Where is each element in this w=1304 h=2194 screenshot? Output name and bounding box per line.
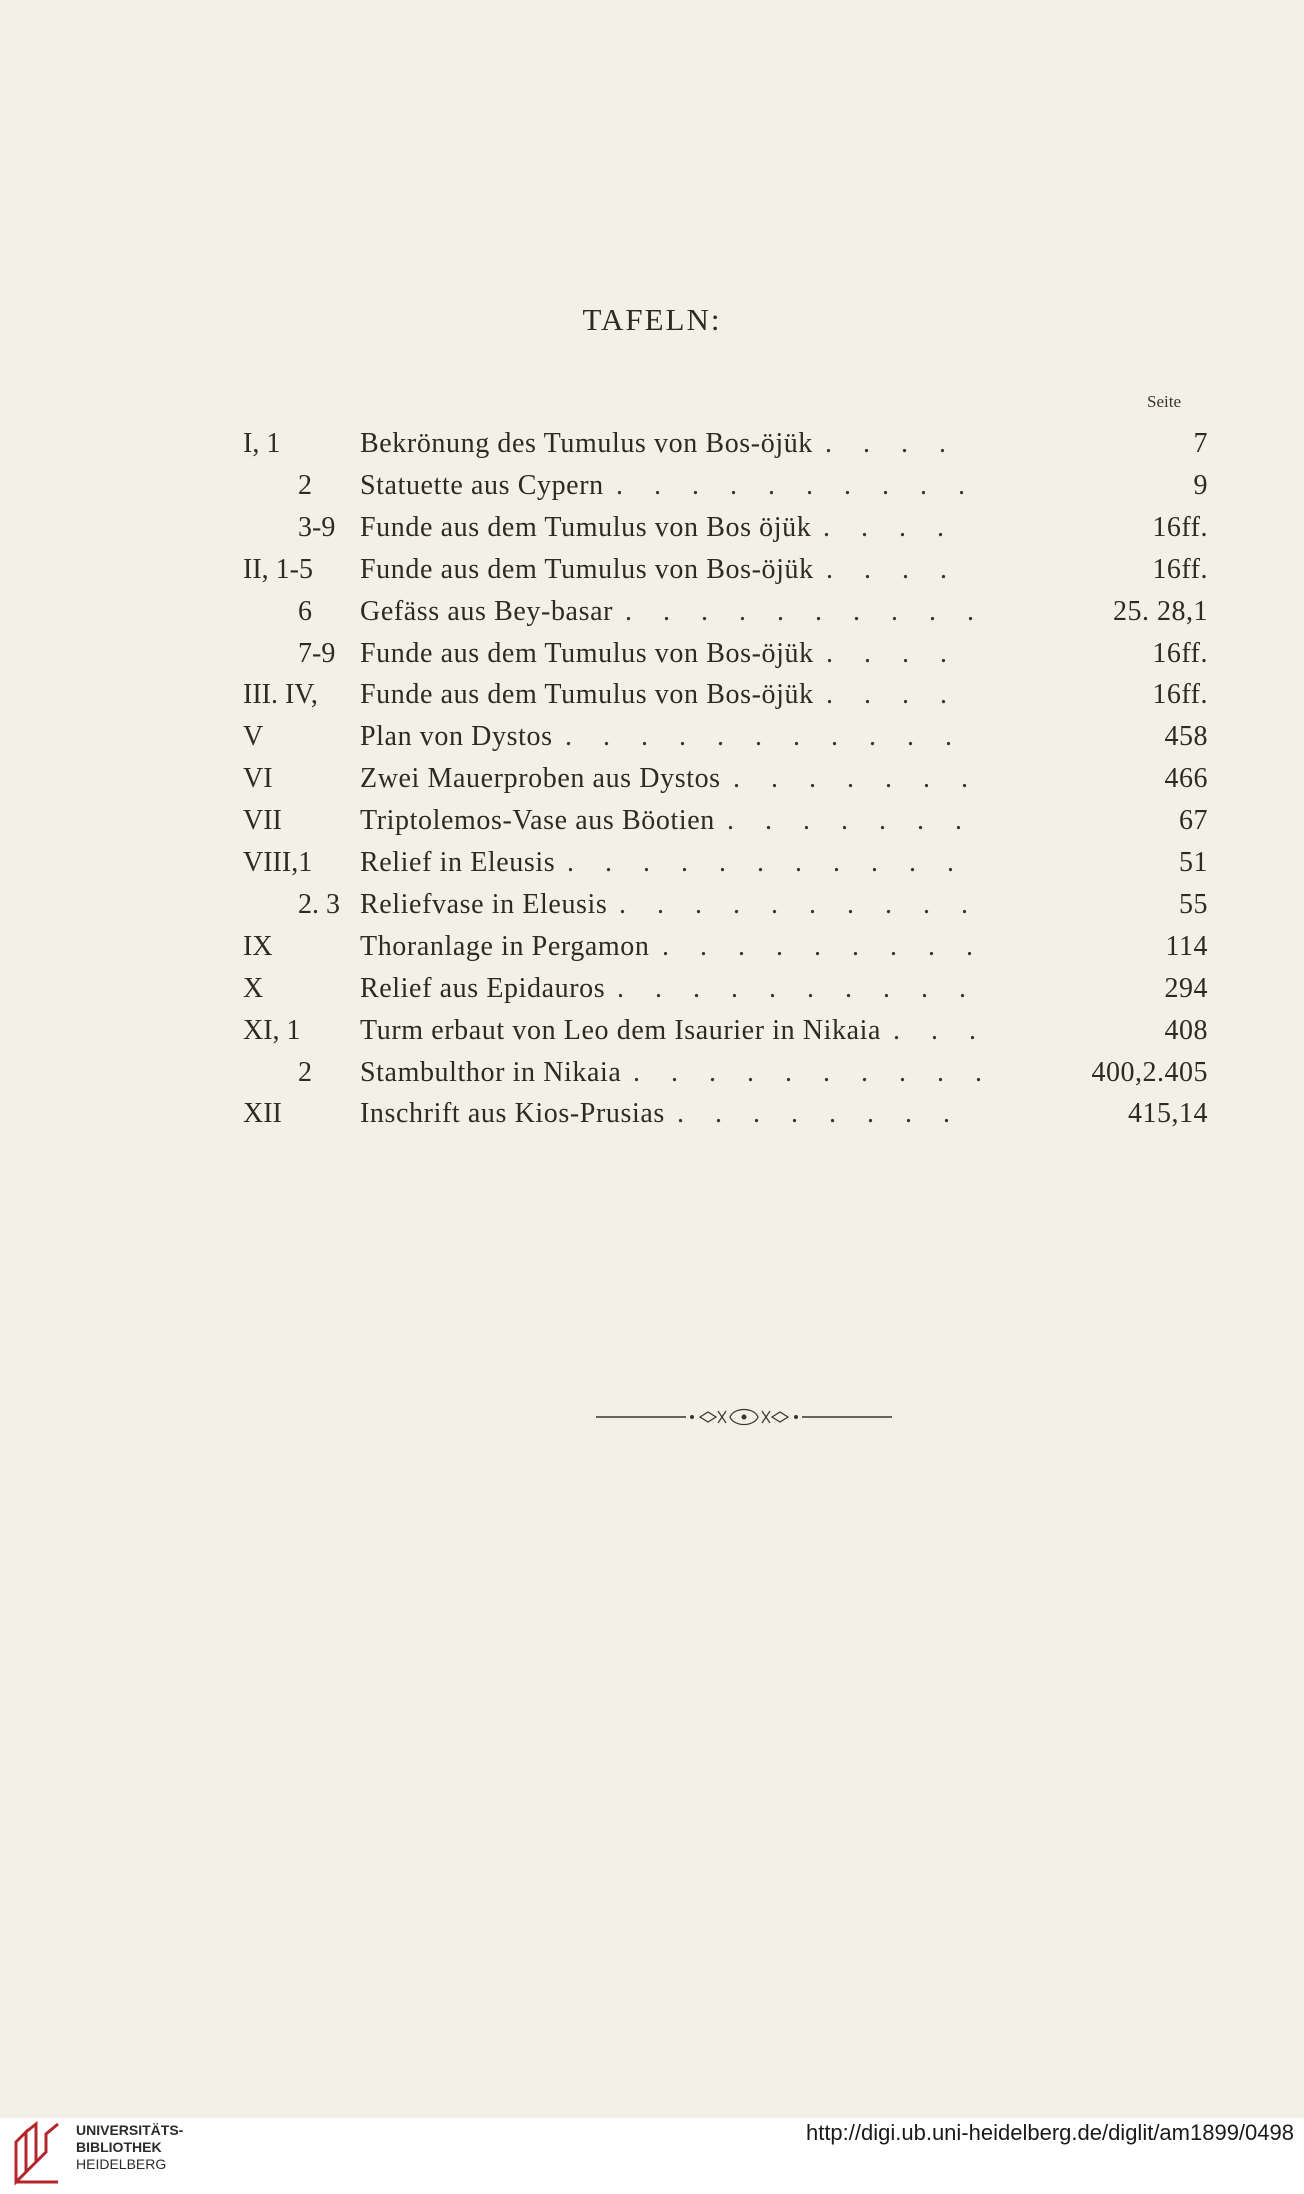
page-reference: 415,14 [1128, 1098, 1208, 1130]
ornament-divider-icon [596, 1405, 892, 1429]
leader-dots: . . . . [826, 553, 959, 585]
page-reference: 16ff. [1152, 637, 1208, 669]
page-reference: 114 [1165, 930, 1208, 962]
toc-row [0, 1098, 1304, 1139]
toc-row [0, 1015, 1304, 1056]
page-reference: 67 [1179, 805, 1208, 837]
plate-title: Relief in Eleusis [360, 847, 556, 878]
plate-number: X [243, 972, 264, 1004]
plate-title: Triptolemos-Vase aus Böotien [360, 805, 715, 837]
plate-number: 6 [298, 595, 312, 627]
page-reference: 9 [1193, 469, 1208, 501]
leader-dots: . . . . [823, 511, 956, 543]
page-reference: 16ff. [1152, 511, 1208, 543]
leader-dots: . . . . . . . . . . [625, 595, 986, 627]
digitization-footer [0, 2118, 1304, 2194]
plate-number: 2 [298, 469, 312, 501]
plate-title: Bekrönung des Tumulus von Bos-öjük [360, 428, 813, 459]
page-reference: 458 [1164, 721, 1208, 753]
toc-row [0, 470, 1304, 511]
plate-number: V [243, 721, 264, 753]
toc-row [0, 428, 1304, 469]
toc-row [0, 805, 1304, 846]
plate-title: Thoranlage in Pergamon [360, 930, 650, 962]
leader-dots: . . . . . . . [733, 763, 980, 795]
toc-row [0, 721, 1304, 762]
plate-number: 2 [298, 1056, 312, 1088]
leader-dots: . . . . . . . . . . . [565, 721, 964, 753]
library-name-line2: BIBLIOTHEK [76, 2139, 162, 2155]
page-reference: 466 [1164, 763, 1208, 795]
plate-number: VIII,1 [243, 847, 313, 878]
leader-dots: . . . . . . . . . . [617, 972, 978, 1004]
plate-title: Relief aus Epidauros [360, 972, 606, 1004]
toc-row [0, 679, 1304, 720]
leader-dots: . . . . . . . . . . [616, 469, 977, 501]
plate-title: Reliefvase in Eleusis [360, 888, 608, 920]
toc-row [0, 889, 1304, 930]
plate-number: 3-9 [298, 511, 336, 543]
toc-row [0, 596, 1304, 637]
toc-row [0, 554, 1304, 595]
leader-dots: . . . . [826, 679, 959, 711]
plate-number: IX [243, 930, 273, 962]
toc-row [0, 973, 1304, 1014]
plate-number: XII [243, 1098, 282, 1130]
plate-number: VII [243, 805, 282, 837]
page-reference: 7 [1193, 428, 1208, 459]
plate-number: 2. 3 [298, 888, 340, 920]
ub-heidelberg-logo-icon [12, 2120, 64, 2186]
plate-number: II, 1-5 [243, 553, 313, 585]
toc-row [0, 931, 1304, 972]
plate-title: Gefäss aus Bey-basar [360, 595, 614, 627]
page-reference: 16ff. [1152, 679, 1208, 711]
plate-number: XI, 1 [243, 1014, 301, 1046]
plate-title: Inschrift aus Kios-Prusias [360, 1098, 665, 1130]
plate-title: Funde aus dem Tumulus von Bos öjük [360, 511, 812, 543]
plate-title: Funde aus dem Tumulus von Bos-öjük [360, 679, 814, 711]
page-reference: 25. 28,1 [1113, 595, 1208, 627]
page-reference: 400,2.405 [1091, 1056, 1208, 1088]
plate-title: Zwei Mauerproben aus Dystos [360, 763, 721, 795]
page-column-header: Seite [1147, 392, 1181, 411]
plate-number: I, 1 [243, 428, 281, 459]
leader-dots: . . . . . . . . [677, 1098, 962, 1130]
leader-dots: . . . . . . . . . [662, 930, 985, 962]
toc-row [0, 1057, 1304, 1098]
toc-row [0, 847, 1304, 888]
toc-row [0, 512, 1304, 553]
page-reference: 408 [1164, 1014, 1208, 1046]
page-title: TAFELN: [582, 302, 722, 337]
plate-number: VI [243, 763, 273, 795]
toc-row [0, 638, 1304, 679]
plate-title: Funde aus dem Tumulus von Bos-öjük [360, 637, 814, 669]
library-name-line3: HEIDELBERG [76, 2156, 167, 2172]
library-name-line1: UNIVERSITÄTS- [76, 2122, 184, 2138]
plate-number: 7-9 [298, 637, 336, 669]
page-reference: 294 [1164, 972, 1208, 1004]
toc-row [0, 763, 1304, 804]
leader-dots: . . . . . . . . . . [633, 1056, 994, 1088]
plate-number: III. IV, [243, 679, 318, 711]
source-url-link[interactable]: http://digi.ub.uni-heidelberg.de/diglit/am1899/0498 [805, 2120, 1294, 2145]
leader-dots: . . . . [826, 637, 959, 669]
leader-dots: . . . . . . . . . . [619, 888, 980, 920]
leader-dots: . . . . . . . . . . . [567, 847, 966, 878]
plate-title: Funde aus dem Tumulus von Bos-öjük [360, 553, 814, 585]
page-reference: 51 [1179, 847, 1208, 878]
leader-dots: . . . . . . . [727, 805, 974, 837]
page-reference: 16ff. [1152, 553, 1208, 585]
leader-dots: . . . . [825, 428, 958, 459]
plate-title: Plan von Dystos [360, 721, 553, 753]
plate-title: Turm erbaut von Leo dem Isaurier in Nikaia [360, 1014, 882, 1046]
plate-title: Stambulthor in Nikaia [360, 1056, 622, 1088]
plate-title: Statuette aus Cypern [360, 469, 604, 501]
leader-dots: . . . [893, 1014, 988, 1046]
page-reference: 55 [1179, 888, 1208, 920]
